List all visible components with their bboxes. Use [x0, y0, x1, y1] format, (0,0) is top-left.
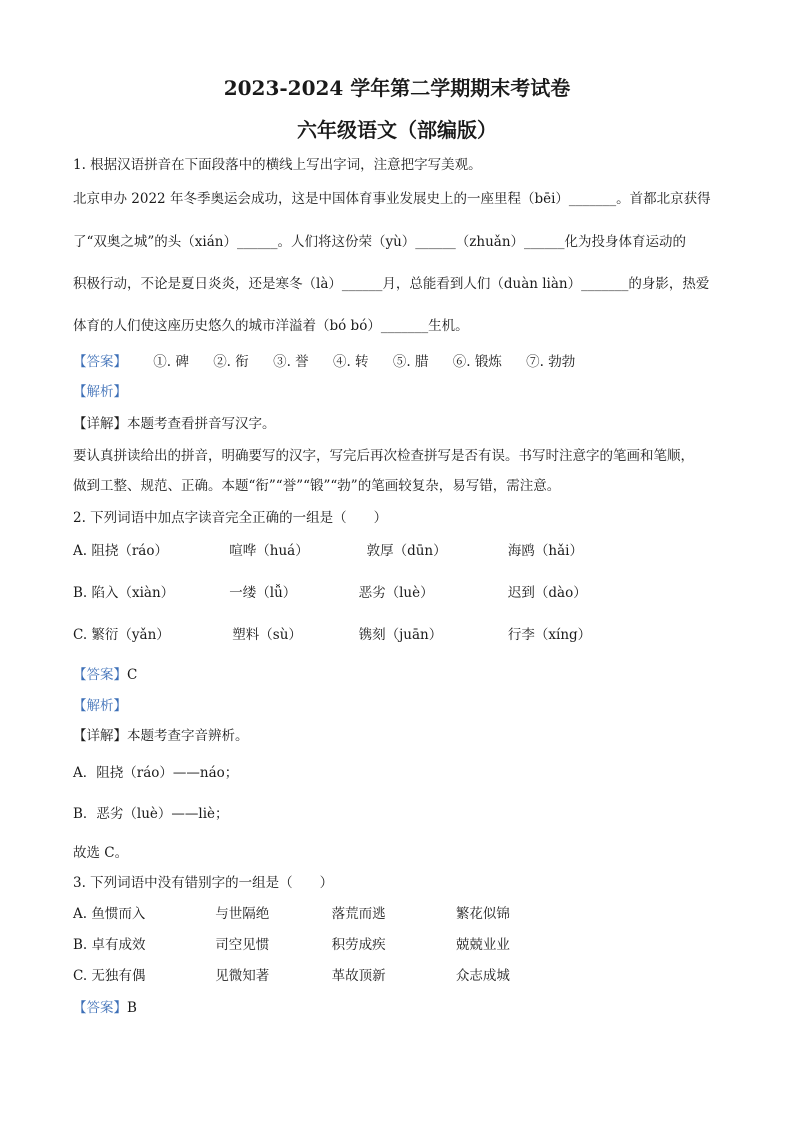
q2-note-1: A．阻挠（ráo）——náo；: [73, 765, 239, 781]
option-item: 见微知著: [215, 968, 270, 984]
option-label: C. 无独有偶: [73, 968, 146, 984]
answer-label: 【答案】: [73, 667, 127, 683]
option-label: B. 卓有成效: [73, 937, 146, 953]
option-item: 兢兢业业: [455, 937, 510, 953]
document-title: 2023-2024 学年第二学期期末考试卷: [223, 76, 571, 100]
q1-answer-item: ②. 衔: [213, 354, 249, 370]
detail-label: 【详解】: [73, 416, 127, 432]
option-item: 海鸥（hǎi）: [507, 543, 583, 559]
option-item: 镌刻（juān）: [358, 627, 443, 643]
option-item: 与世隔绝: [215, 906, 270, 922]
option-item: 众志成城: [455, 968, 510, 984]
option-label: C. 繁衍（yǎn）: [73, 627, 170, 643]
option-item: 一缕（lǚ）: [229, 585, 297, 601]
q1-answer-item: ③. 誉: [273, 354, 309, 370]
q3-option-b: [73, 933, 510, 953]
q1-line-4: 体育的人们使这座历史悠久的城市洋溢着（bó bó）_______生机。: [73, 318, 469, 334]
option-item: 落荒而逃: [331, 906, 386, 922]
q2-analysis-label: 【解析】: [73, 698, 127, 714]
q1-answer-item: ④. 转: [332, 354, 369, 370]
answer-label: 【答案】: [73, 1000, 127, 1016]
q3-option-c: [73, 964, 510, 984]
option-item: 恶劣（luè）: [358, 585, 434, 601]
q1-line-1: 北京申办 2022 年冬季奥运会成功，这是中国体育事业发展史上的一座里程（bēi）_______。首都北京获得: [73, 191, 711, 207]
q2-conclusion: 故选 C。: [73, 845, 129, 861]
q1-stem: 1. 根据汉语拼音在下面段落中的横线上写出字词，注意把字写美观。: [73, 157, 482, 173]
option-item: 行李（xíng）: [507, 627, 592, 643]
document-subtitle: 六年级语文（部编版）: [297, 118, 497, 142]
q3-answer: B: [127, 1000, 137, 1016]
q2-option-c: [73, 623, 591, 643]
option-item: 司空见惯: [215, 937, 270, 953]
option-item: 繁花似锦: [455, 906, 510, 922]
q1-explain-line-2: 做到工整、规范、正确。本题“衔”“誉”“锻”“勃”的笔画较复杂，易写错，需注意。: [73, 478, 561, 494]
q1-answer-item: ⑦. 勃勃: [526, 354, 576, 370]
option-label: A. 鱼惯而入: [73, 906, 146, 922]
option-item: 塑料（sù）: [232, 627, 302, 643]
q1-answer-item: ①. 碑: [153, 354, 189, 370]
option-item: 迟到（dào）: [507, 585, 587, 601]
q2-answer-row: [73, 663, 137, 683]
q1-answer-item: ⑥. 锻炼: [452, 354, 502, 370]
answer-label: 【答案】: [73, 354, 127, 370]
q2-option-a: [73, 539, 583, 559]
detail-text: 本题考查看拼音写汉字。: [127, 416, 276, 432]
q3-answer-row: [73, 996, 137, 1016]
detail-label: 【详解】: [73, 728, 127, 744]
option-label: A. 阻挠（ráo）: [73, 543, 168, 559]
option-item: 敦厚（dūn）: [366, 543, 447, 559]
q1-detail: [73, 412, 276, 432]
option-item: 积劳成疾: [331, 937, 386, 953]
q2-stem: 2. 下列词语中加点字读音完全正确的一组是（ ）: [73, 510, 388, 526]
q2-answer: C: [127, 667, 138, 683]
q1-answer-item: ⑤. 腊: [392, 354, 429, 370]
detail-text: 本题考查字音辨析。: [127, 728, 249, 744]
q3-option-a: [73, 902, 510, 922]
q2-note-2: B．恶劣（luè）——liè；: [73, 806, 229, 822]
q1-explain-line-1: 要认真拼读给出的拼音，明确要写的汉字，写完后再次检查拼写是否有误。书写时注意字的笔画和笔顺，: [73, 448, 694, 464]
q1-answer-row: [73, 350, 575, 370]
q1-line-2: 了“双奥之城”的头（xián）______。人们将这份荣（yù）______（zhuǎn）______化为投身体育运动的: [73, 234, 687, 250]
q1-line-3: 积极行动，不论是夏日炎炎，还是寒冬（là）______月，总能看到人们（duàn liàn）_______的身影，热爱: [73, 276, 710, 292]
q2-option-b: [73, 581, 587, 601]
q2-detail: [73, 724, 249, 744]
option-item: 喧哗（huá）: [229, 543, 309, 559]
option-label: B. 陷入（xiàn）: [73, 585, 175, 601]
q1-analysis-label: 【解析】: [73, 384, 127, 400]
q3-stem: 3. 下列词语中没有错别字的一组是（ ）: [73, 875, 334, 891]
option-item: 革故顶新: [331, 968, 386, 984]
